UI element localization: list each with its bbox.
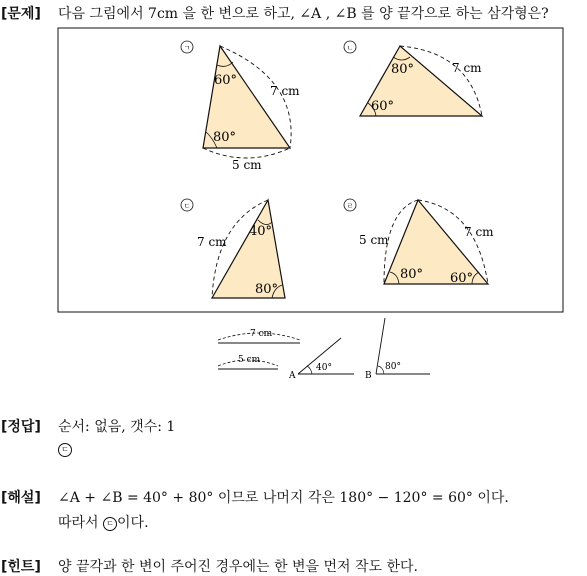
option-marker: ㄹ xyxy=(346,202,354,210)
arc-dashed xyxy=(203,148,290,158)
problem-label: [문제] xyxy=(1,6,41,22)
explanation-prefix: 따라서 xyxy=(58,515,104,531)
angle-label: 80° xyxy=(391,62,415,77)
answer-choice xyxy=(58,441,72,457)
side-label: 5 cm xyxy=(359,233,389,247)
explanation-line2 xyxy=(58,512,149,532)
given-elements xyxy=(218,318,430,381)
angle-label: 60° xyxy=(214,73,238,88)
angle-label: 80° xyxy=(400,267,424,282)
angle-A-arc xyxy=(307,366,312,374)
angle-B-value: 80° xyxy=(385,362,401,372)
answer-label: [정답] xyxy=(1,419,41,435)
explanation-marker: ㄷ xyxy=(103,517,117,531)
option-3 xyxy=(181,199,285,298)
side-label: 7 cm xyxy=(197,235,227,249)
angle-label: 80° xyxy=(213,130,237,145)
explanation-suffix: 이다. xyxy=(117,515,149,531)
explanation-label: [해설] xyxy=(1,490,41,506)
option-marker: ㄷ xyxy=(183,202,191,210)
hint-label: [힌트] xyxy=(1,559,41,575)
angle-label: 80° xyxy=(255,282,279,297)
side-label: 7 cm xyxy=(452,61,482,75)
hint-text: 양 끝각과 한 변이 주어진 경우에는 한 변을 먼저 작도 한다. xyxy=(58,559,419,575)
option-1 xyxy=(181,41,300,172)
angle-B-vertex: B xyxy=(365,371,372,381)
segment-label: 7 cm xyxy=(250,329,273,339)
answer-text: 순서: 없음, 갯수: 1 xyxy=(58,419,176,435)
answer-marker: ㄷ xyxy=(58,443,72,457)
option-marker: ㄱ xyxy=(183,44,191,52)
angle-label: 60° xyxy=(371,99,395,114)
problem-text: 다음 그림에서 7cm 을 한 변으로 하고, ∠A , ∠B 를 양 끝각으로 하는 삼각형은? xyxy=(58,6,549,22)
segment-label: 5 cm xyxy=(238,355,261,365)
angle-B-ray xyxy=(376,318,385,374)
figure-frame xyxy=(58,28,563,312)
side-label: 7 cm xyxy=(464,225,494,239)
option-4 xyxy=(344,199,494,286)
angle-B-arc xyxy=(378,366,384,374)
angle-label: 60° xyxy=(450,271,474,286)
side-label: 7 cm xyxy=(270,84,300,98)
angle-label: 40° xyxy=(249,224,273,239)
side-label: 5 cm xyxy=(232,158,262,172)
option-2 xyxy=(344,41,482,116)
angle-A-value: 40° xyxy=(316,363,332,373)
angle-A-vertex: A xyxy=(289,371,296,381)
option-marker: ㄴ xyxy=(346,44,354,52)
explanation-line1: ∠A + ∠B = 40° + 80° 이므로 나머지 각은 180° − 120° = 60° 이다. xyxy=(58,490,509,506)
